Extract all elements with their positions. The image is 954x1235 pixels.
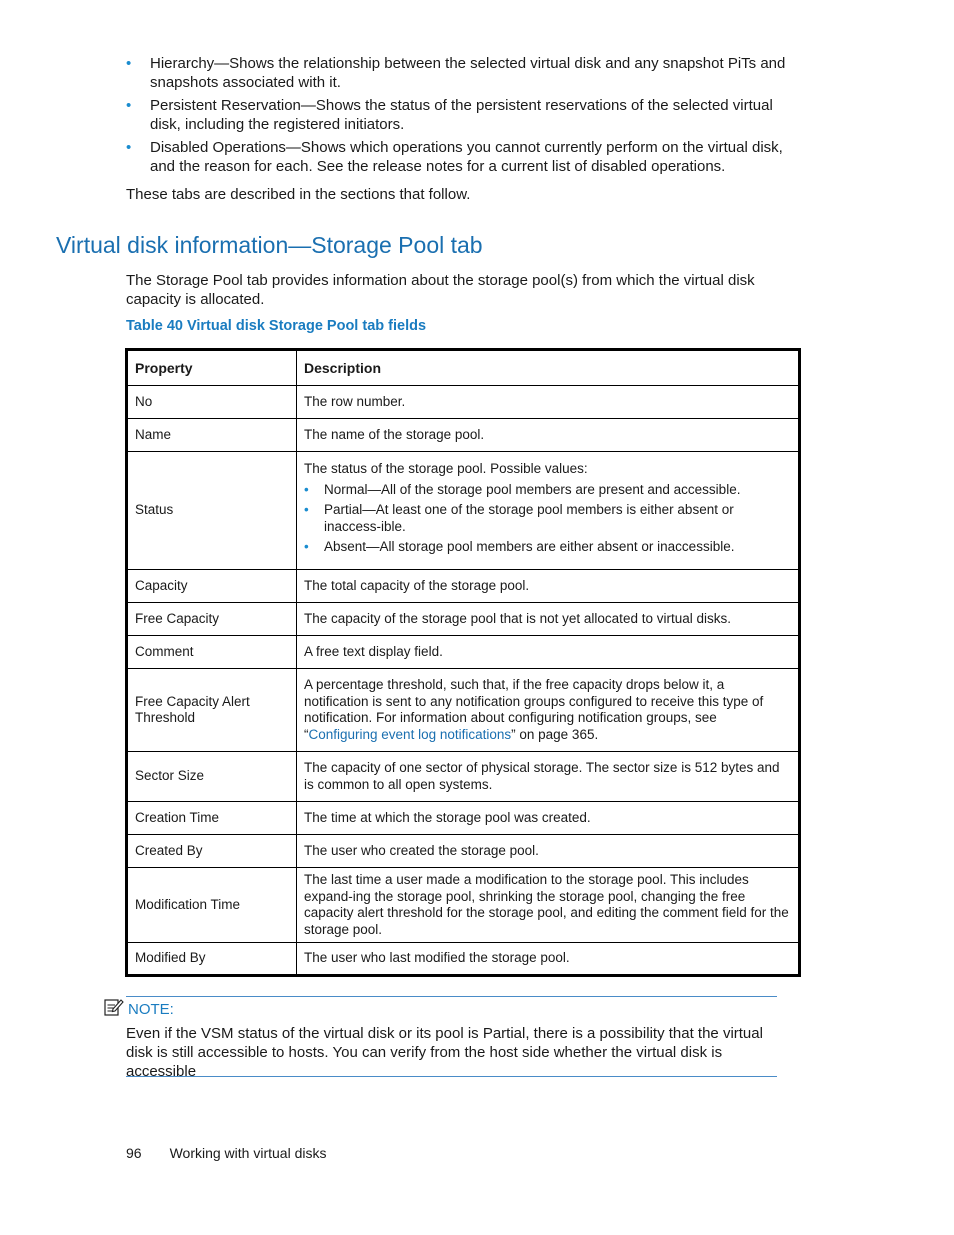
configuring-event-log-link[interactable]: Configuring event log notifications bbox=[308, 726, 512, 742]
bullet-icon: • bbox=[304, 502, 309, 518]
description-cell: The capacity of one sector of physical storage. The sector size is 512 bytes and is common to all open systems. bbox=[297, 752, 800, 802]
property-cell: Created By bbox=[127, 835, 297, 868]
table-row bbox=[127, 669, 800, 752]
property-cell: Creation Time bbox=[127, 802, 297, 835]
property-cell: No bbox=[127, 386, 297, 419]
description-cell: The user who created the storage pool. bbox=[297, 835, 800, 868]
description-cell: The time at which the storage pool was created. bbox=[297, 802, 800, 835]
table-row bbox=[127, 943, 800, 976]
intro-tabs-text: These tabs are described in the sections that follow. bbox=[126, 186, 471, 203]
description-cell: The user who last modified the storage pool. bbox=[297, 943, 800, 976]
description-cell: A free text display field. bbox=[297, 636, 800, 669]
note-bottom-rule bbox=[126, 1076, 777, 1077]
storage-pool-fields-table bbox=[125, 348, 801, 977]
list-item: • Hierarchy—Shows the relationship between the selected virtual disk and any snapshot PiTs and snapshots associated with it. bbox=[126, 55, 786, 91]
bullet-icon: • bbox=[126, 55, 132, 72]
note-header bbox=[104, 998, 174, 1020]
description-cell: The total capacity of the storage pool. bbox=[297, 570, 800, 603]
table-header-row bbox=[127, 350, 800, 386]
table-caption: Table 40 Virtual disk Storage Pool tab fields bbox=[126, 318, 427, 334]
property-cell: Status bbox=[127, 452, 297, 570]
note-label: NOTE: bbox=[128, 1000, 174, 1018]
chapter-title: Working with virtual disks bbox=[169, 1145, 327, 1161]
property-cell: Sector Size bbox=[127, 752, 297, 802]
list-item: • Persistent Reservation—Shows the status of the persistent reservations of the selected virtual disk, including the registered initiators. bbox=[126, 97, 773, 133]
table-row bbox=[127, 752, 800, 802]
note-text: Even if the VSM status of the virtual disk or its pool is Partial, there is a possibility that the virtual disk is still accessible to hosts. You can verify from the host side whether the virtual disk is accessible bbox=[126, 1025, 763, 1080]
list-item: • Absent—All storage pool members are either absent or inaccessible. bbox=[304, 539, 735, 555]
table-row bbox=[127, 570, 800, 603]
status-values-list bbox=[304, 482, 791, 556]
list-item: • Normal—All of the storage pool members are present and accessible. bbox=[304, 481, 741, 497]
column-header-description: Description bbox=[297, 350, 800, 386]
section-intro: The Storage Pool tab provides information about the storage pool(s) from which the virtual disk capacity is allocated. bbox=[126, 272, 755, 308]
description-cell: The capacity of the storage pool that is not yet allocated to virtual disks. bbox=[297, 603, 800, 636]
property-cell: Modification Time bbox=[127, 868, 297, 943]
description-cell: The last time a user made a modification to the storage pool. This includes expand-ing the storage pool, shrinking the storage pool, changing the free capacity alert threshold for the storage pool, and editing the comment field for the storage pool. bbox=[297, 868, 800, 943]
description-cell bbox=[297, 452, 800, 570]
table-row bbox=[127, 868, 800, 943]
property-cell: Free Capacity bbox=[127, 603, 297, 636]
bullet-icon: • bbox=[304, 481, 309, 497]
page-footer bbox=[126, 1145, 326, 1161]
property-cell: Capacity bbox=[127, 570, 297, 603]
property-cell: Modified By bbox=[127, 943, 297, 976]
property-cell: Comment bbox=[127, 636, 297, 669]
property-cell: Free Capacity Alert Threshold bbox=[127, 669, 297, 752]
description-cell: A percentage threshold, such that, if the free capacity drops below it, a notification is sent to any notification groups configured to receive this type of notification. For information about configuring notification groups, see “Configuring event log notifications” on page 365. bbox=[297, 669, 800, 752]
table-row bbox=[127, 802, 800, 835]
table-row bbox=[127, 835, 800, 868]
bullet-icon: • bbox=[126, 97, 132, 114]
list-item: • Partial—At least one of the storage pool members is either absent or inaccess-ible. bbox=[304, 502, 734, 534]
page-number: 96 bbox=[126, 1145, 142, 1161]
table-row bbox=[127, 636, 800, 669]
property-cell: Name bbox=[127, 419, 297, 452]
list-item: • Disabled Operations—Shows which operations you cannot currently perform on the virtual disk, and the reason for each. See the release notes for a current list of disabled operations. bbox=[126, 139, 783, 175]
note-top-rule bbox=[126, 996, 777, 997]
note-pencil-icon bbox=[104, 998, 124, 1020]
bullet-icon: • bbox=[304, 539, 309, 555]
description-cell: The row number. bbox=[297, 386, 800, 419]
table-row bbox=[127, 603, 800, 636]
bullet-icon: • bbox=[126, 139, 132, 156]
description-cell: The name of the storage pool. bbox=[297, 419, 800, 452]
status-intro: The status of the storage pool. Possible values: bbox=[304, 461, 588, 477]
table-row bbox=[127, 419, 800, 452]
column-header-property: Property bbox=[127, 350, 297, 386]
table-row bbox=[127, 452, 800, 570]
section-heading: Virtual disk information—Storage Pool tab bbox=[56, 232, 483, 258]
bullet-list bbox=[126, 54, 796, 180]
table-row bbox=[127, 386, 800, 419]
